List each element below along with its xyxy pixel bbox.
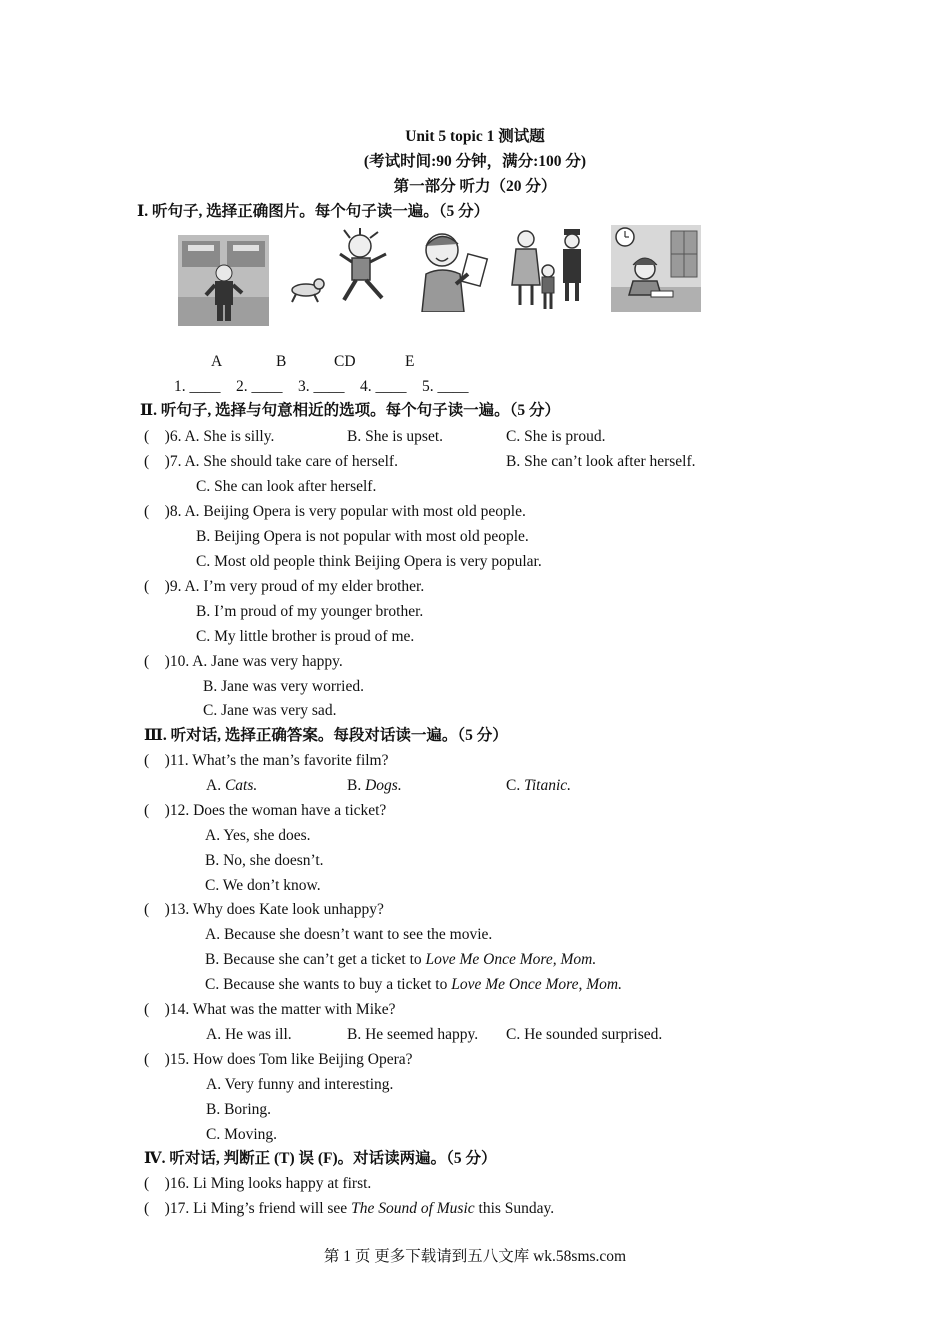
- section2-heading: Ⅱ. 听句子, 选择与句意相近的选项。每个句子读一遍。（5 分）: [140, 402, 560, 419]
- picture-letter-b: B: [276, 353, 287, 370]
- q10-option-a: ( )10. A. Jane was very happy.: [144, 653, 343, 670]
- section3-heading: Ⅲ. 听对话, 选择正确答案。每段对话读一遍。（5 分）: [144, 727, 508, 744]
- exam-info: (考试时间:90 分钟，满分:100 分): [363, 153, 587, 170]
- q6-option-a: ( )6. A. She is silly.: [144, 428, 275, 445]
- q6-option-c: C. She is proud.: [506, 428, 606, 445]
- q15-option-c: C. Moving.: [206, 1126, 278, 1143]
- q17-statement: ( )17. Li Ming’s friend will see The Sound of Music this Sunday.: [144, 1200, 555, 1217]
- q11-option-a: A. Cats.: [206, 777, 258, 794]
- q8-option-a: ( )8. A. Beijing Opera is very popular with most old people.: [144, 503, 526, 520]
- page-title: Unit 5 topic 1 测试题: [405, 128, 545, 145]
- section4-heading: Ⅳ. 听对话, 判断正 (T) 误 (F)。对话读两遍。（5 分）: [144, 1150, 497, 1167]
- q9-option-a: ( )9. A. I’m very proud of my elder brother.: [144, 578, 425, 595]
- q14-option-b: B. He seemed happy.: [347, 1026, 479, 1043]
- q7-option-b: B. She can’t look after herself.: [506, 453, 696, 470]
- q12-option-b: B. No, she doesn’t.: [205, 852, 324, 869]
- q13-option-a: A. Because she doesn’t want to see the movie.: [205, 926, 493, 943]
- picture-letter-e: E: [405, 353, 415, 370]
- q13-option-b: B. Because she can’t get a ticket to Love Me Once More, Mom.: [205, 951, 597, 968]
- q12-option-c: C. We don’t know.: [205, 877, 321, 894]
- q8-option-b: B. Beijing Opera is not popular with most old people.: [196, 528, 529, 545]
- q11-question: ( )11. What’s the man’s favorite film?: [144, 752, 389, 769]
- section1-heading: Ⅰ. 听句子, 选择正确图片。每个句子读一遍。（5 分）: [137, 203, 490, 220]
- q7-option-a: ( )7. A. She should take care of herself.: [144, 453, 398, 470]
- q14-option-c: C. He sounded surprised.: [506, 1026, 663, 1043]
- picture-c-boy-holding-ticket: [408, 228, 492, 312]
- q14-question: ( )14. What was the matter with Mike?: [144, 1001, 396, 1018]
- picture-a-man-at-station: [178, 235, 269, 326]
- picture-b-girl-running-from-dog: [288, 228, 396, 308]
- q8-option-c: C. Most old people think Beijing Opera is very popular.: [196, 553, 542, 570]
- answer-blanks: 1. ____ 2. ____ 3. ____ 4. ____ 5. ____: [174, 378, 469, 395]
- q13-option-c: C. Because she wants to buy a ticket to Love Me Once More, Mom.: [205, 976, 622, 993]
- picture-e-girl-crying-at-desk: [611, 225, 701, 312]
- page-footer: 第 1 页 更多下载请到五八文库 wk.58sms.com: [323, 1248, 627, 1265]
- q15-option-b: B. Boring.: [206, 1101, 272, 1118]
- part-title: 第一部分 听力（20 分）: [393, 178, 557, 195]
- q16-statement: ( )16. Li Ming looks happy at first.: [144, 1175, 372, 1192]
- q10-option-c: C. Jane was very sad.: [203, 702, 337, 719]
- q7-option-c: C. She can look after herself.: [196, 478, 377, 495]
- q11-option-c: C. Titanic.: [506, 777, 572, 794]
- q10-option-b: B. Jane was very worried.: [203, 678, 364, 695]
- q11-option-b: B. Dogs.: [347, 777, 402, 794]
- q6-option-b: B. She is upset.: [347, 428, 444, 445]
- q14-option-a: A. He was ill.: [206, 1026, 292, 1043]
- q15-option-a: A. Very funny and interesting.: [206, 1076, 394, 1093]
- q15-question: ( )15. How does Tom like Beijing Opera?: [144, 1051, 413, 1068]
- q9-option-c: C. My little brother is proud of me.: [196, 628, 415, 645]
- picture-letter-a: A: [211, 353, 223, 370]
- picture-d-family-with-officer: [508, 225, 590, 313]
- q12-option-a: A. Yes, she does.: [205, 827, 311, 844]
- q13-question: ( )13. Why does Kate look unhappy?: [144, 901, 384, 918]
- picture-letter-cd: CD: [334, 353, 356, 370]
- q9-option-b: B. I’m proud of my younger brother.: [196, 603, 424, 620]
- q12-question: ( )12. Does the woman have a ticket?: [144, 802, 387, 819]
